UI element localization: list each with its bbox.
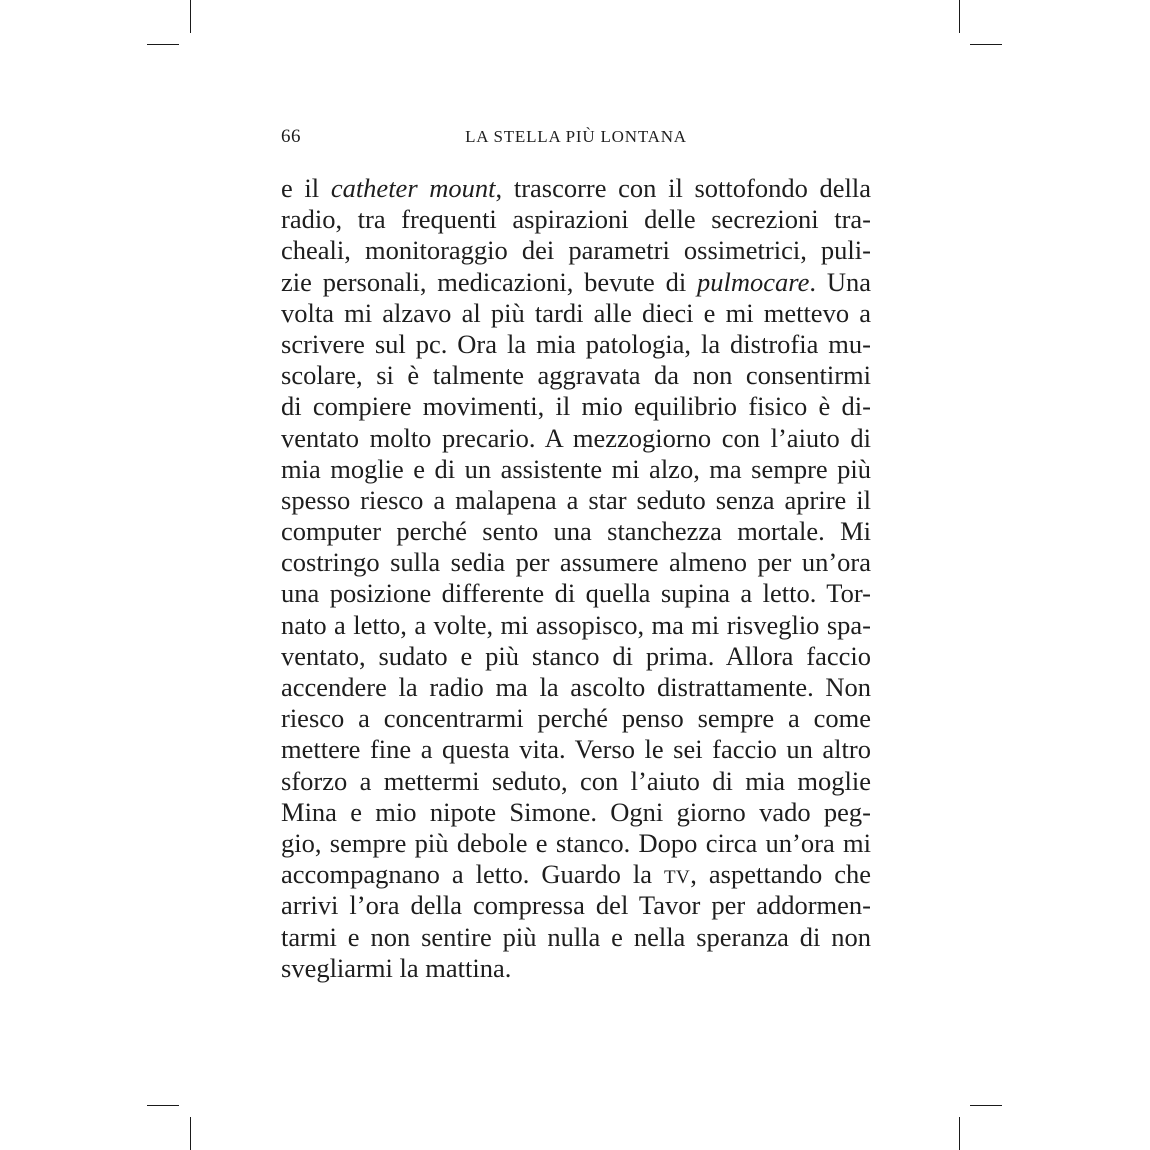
crop-mark-top-right-horizontal (970, 44, 1002, 45)
body-text (281, 173, 871, 984)
crop-mark-top-left-vertical (190, 0, 191, 33)
text-line: zie personali, medicazioni, bevute di pulmocare. Una (281, 266, 871, 297)
text-line: mia moglie e di un assistente mi alzo, ma sempre più (281, 453, 871, 484)
crop-mark-top-right-vertical (959, 0, 960, 33)
text-line: riesco a concentrarmi perché penso sempre a come (281, 703, 871, 734)
small-caps-abbreviation: TV (663, 867, 691, 889)
crop-mark-bottom-left-vertical (190, 1117, 191, 1150)
text-line: cheali, monitoraggio dei parametri ossimetrici, puli- (281, 235, 871, 266)
text-line: nato a letto, a volte, mi assopisco, ma mi risveglio spa- (281, 609, 871, 640)
page-number: 66 (281, 126, 301, 147)
text-line: Mina e mio nipote Simone. Ogni giorno vado peg- (281, 796, 871, 827)
text-line: mettere fine a questa vita. Verso le sei faccio un altro (281, 734, 871, 765)
text-line: di compiere movimenti, il mio equilibrio fisico è di- (281, 391, 871, 422)
text-line: una posizione differente di quella supina a letto. Tor- (281, 578, 871, 609)
text-line: accendere la radio ma la ascolto distrattamente. Non (281, 672, 871, 702)
text-line: tarmi e non sentire più nulla e nella speranza di non (281, 921, 871, 952)
crop-mark-bottom-right-horizontal (970, 1105, 1002, 1106)
text-line: volta mi alzavo al più tardi alle dieci e mi mettevo a (281, 297, 871, 328)
text-line: arrivi l’ora della compressa del Tavor per addormen- (281, 890, 871, 921)
text-line: scrivere sul pc. Ora la mia patologia, la distrofia mu- (281, 328, 871, 359)
running-title: LA STELLA PIÙ LONTANA (465, 127, 687, 146)
text-line: costringo sulla sedia per assumere almeno per un’ora (281, 547, 871, 578)
text-line: accompagnano a letto. Guardo la TV, aspettando che (281, 859, 871, 890)
text-line: sforzo a mettermi seduto, con l’aiuto di mia moglie (281, 765, 871, 796)
running-head (281, 126, 871, 150)
italic-term: pulmocare (697, 266, 810, 297)
text-line: ventato molto precario. A mezzogiorno con l’aiuto di (281, 422, 871, 453)
text-line: e il catheter mount, trascorre con il sottofondo della (281, 173, 871, 203)
text-line: radio, tra frequenti aspirazioni delle secrezioni tra- (281, 204, 871, 235)
crop-mark-bottom-right-vertical (959, 1117, 960, 1150)
text-line: computer perché sento una stanchezza mortale. Mi (281, 516, 871, 547)
text-line: gio, sempre più debole e stanco. Dopo circa un’ora mi (281, 827, 871, 858)
text-line: ventato, sudato e più stanco di prima. Allora faccio (281, 640, 871, 671)
crop-mark-bottom-left-horizontal (147, 1105, 179, 1106)
text-line: spesso riesco a malapena a star seduto senza aprire il (281, 484, 871, 515)
text-line-last: svegliarmi la mattina. (281, 952, 512, 983)
text-line: scolare, si è talmente aggravata da non consentirmi (281, 360, 871, 391)
italic-term: catheter mount (330, 173, 496, 203)
crop-mark-top-left-horizontal (147, 44, 179, 45)
